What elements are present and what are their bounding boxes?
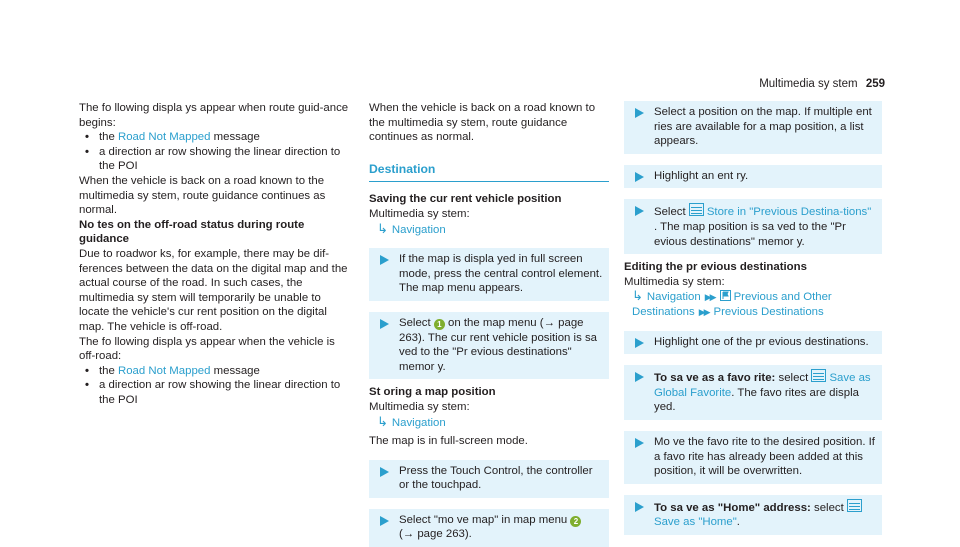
save-as-home-link[interactable]: Save as "Home" [654,516,737,529]
fullscreen-paragraph: The map is in full-screen mode. [369,435,528,448]
instruction-step: To sa ve as "Home" address: select Save as "Home". [624,495,882,535]
instruction-step: Select "mo ve map" in map menu 2 (→ page 263). [369,509,609,547]
section-divider [369,181,609,182]
instruction-step: Mo ve the favo rite to the desired position. If a favo rite has already been added at this position, it will be overwritten. [624,431,882,484]
list-item: • a direction ar row showing the linear direction to the POI [85,379,341,406]
instruction-step: Select Store in "Previous Destina-tions" . The map position is sa ved to the "Pr evious destinations" memor y. [624,199,882,254]
step-arrow-icon [635,338,644,348]
double-chevron-icon: ▶▶ [704,292,715,303]
menu-path [369,222,609,238]
path-arrow-icon: ↳ [377,413,388,429]
bullet-icon: • [85,364,89,377]
save-as-favorite-link[interactable]: Save as Global Favorite [654,372,871,399]
list-item: • the Road Not Mapped message [85,131,260,144]
step-arrow-icon [380,467,389,477]
save-heading: Saving the cur rent vehicle position [369,193,562,206]
double-chevron-icon: ▶▶ [698,306,709,317]
navigation-link: Navigation [391,416,446,429]
path-arrow-icon: ↳ [377,220,388,236]
instruction-step: Highlight one of the pr evious destinations. [624,331,882,355]
column-middle [369,101,609,547]
step-arrow-icon [635,372,644,382]
back-on-road-paragraph: When the vehicle is back on a road known to the multimedia sy stem, route guidance continues as normal. [79,174,326,217]
list-item: • a direction ar row showing the linear direction to the POI [85,145,341,173]
step-arrow-icon [635,108,644,118]
step-arrow-icon [635,172,644,182]
step-arrow-icon [380,319,389,329]
step-arrow-icon [635,502,644,512]
header-title: Multimedia sy stem [759,78,858,90]
callout-number-icon: 2 [570,516,581,527]
multimedia-label: Multimedia sy stem: [369,400,470,413]
previous-destinations-link[interactable]: Previous Destinations [713,305,824,318]
road-not-mapped-label: Road Not Mapped [118,364,211,377]
back-on-road-paragraph: When the vehicle is back on a road known to the multimedia sy stem, route guidance continues as normal. [369,102,596,144]
multimedia-label: Multimedia sy stem: [369,207,470,220]
column-left [79,101,351,407]
editing-heading: Editing the pr evious destinations [624,261,807,274]
step-arrow-icon [635,438,644,448]
column-right [624,101,882,535]
page-reference[interactable]: → page 263 [399,316,584,344]
menu-icon [811,369,826,382]
offroad-paragraph: The fo llowing displa ys appear when the vehicle is off-road: [79,335,335,363]
road-not-mapped-label: Road Not Mapped [118,131,211,144]
step-arrow-icon [380,255,389,265]
storing-heading: St oring a map position [369,386,496,399]
page-number: 259 [865,78,885,90]
step-arrow-icon [635,206,644,216]
notes-heading: No tes on the off-road status during route guidance [79,218,305,246]
instruction-step: If the map is displa yed in full screen mode, press the central control element. The map menu appears. [369,248,609,301]
instruction-step: To sa ve as a favo rite: select Save as Global Favorite. The favo rites are displa yed. [624,365,882,420]
bullet-icon: • [85,131,89,144]
multimedia-label: Multimedia sy stem: [624,275,725,288]
step-arrow-icon [380,516,389,526]
bullet-icon: • [85,379,89,392]
page-header [759,77,885,92]
navigation-link[interactable]: Navigation [646,291,701,304]
path-arrow-icon: ↳ [632,288,643,304]
section-title: Destination [369,161,436,176]
bullet-icon: • [85,145,89,158]
notes-body: Due to roadwor ks, for example, there may be dif-ferences between the data on the digital map and the actual course of the road. In such cases, the multimedia sy stem will temporarily be unable to locate the vehicle's cur rent position on the digital map. The vehicle is off-road. [79,247,348,333]
menu-icon [847,499,862,512]
instruction-step: Select 1 on the map menu (→ page 263). The cur rent vehicle position is sa ved to the "Pr evious destinations" memor y. [369,312,609,379]
menu-path [369,415,609,431]
instruction-step: Highlight an ent ry. [624,165,882,189]
instruction-step: Press the Touch Control, the controller or the touchpad. [369,460,609,498]
flag-icon [720,290,731,301]
previous-and-other-link[interactable]: Previous and Other Destinations [632,291,832,318]
intro-paragraph: The fo llowing displa ys appear when route guid-ance begins: [79,102,349,129]
navigation-link: Navigation [391,223,446,236]
instruction-step: Select a position on the map. If multiple ent ries are available for a map position, a list appears. [624,101,882,154]
store-previous-destinations-link[interactable]: Store in "Previous Destina-tions" [706,206,872,219]
page-reference[interactable]: (→ page 263). [399,528,472,541]
callout-number-icon: 1 [434,319,445,330]
menu-icon [689,203,704,216]
list-item: • the Road Not Mapped message [85,364,260,377]
menu-path [624,289,882,319]
